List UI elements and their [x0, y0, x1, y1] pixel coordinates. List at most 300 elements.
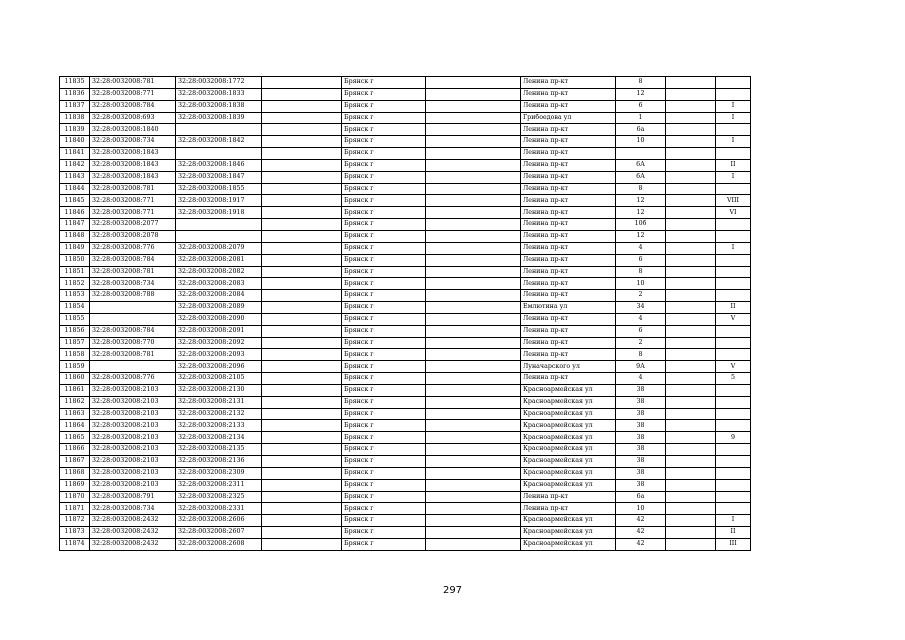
blank-cell: [426, 136, 521, 148]
parent-cadastral-number-cell: 32:28:0032008:2103: [90, 408, 176, 420]
row-number-cell: 11861: [60, 384, 90, 396]
cadastral-number-cell: 32:28:0032008:1855: [176, 183, 262, 195]
house-number-cell: 8: [616, 77, 666, 89]
premises-number-cell: VIII: [716, 195, 751, 207]
row-number-cell: 11835: [60, 77, 90, 89]
parent-cadastral-number-cell: [90, 313, 176, 325]
street-cell: Ленина пр-кт: [521, 278, 616, 290]
parent-cadastral-number-cell: 32:28:0032008:2103: [90, 456, 176, 468]
row-number-cell: 11869: [60, 479, 90, 491]
blank-cell: [262, 230, 342, 242]
cadastral-number-cell: 32:28:0032008:1839: [176, 112, 262, 124]
premises-number-cell: [716, 408, 751, 420]
row-number-cell: 11845: [60, 195, 90, 207]
street-cell: Красноармейская ул: [521, 384, 616, 396]
house-number-cell: 1: [616, 112, 666, 124]
row-number-cell: 11854: [60, 302, 90, 314]
premises-number-cell: III: [716, 538, 751, 550]
house-number-cell: 42: [616, 515, 666, 527]
row-number-cell: 11841: [60, 148, 90, 160]
house-number-cell: 12: [616, 195, 666, 207]
blank-cell: [262, 538, 342, 550]
blank-cell: [262, 467, 342, 479]
house-number-cell: 42: [616, 527, 666, 539]
parent-cadastral-number-cell: 32:28:0032008:781: [90, 77, 176, 89]
parent-cadastral-number-cell: 32:28:0032008:781: [90, 349, 176, 361]
blank-cell: [426, 124, 521, 136]
parent-cadastral-number-cell: 32:28:0032008:784: [90, 325, 176, 337]
blank-cell: [666, 195, 716, 207]
city-cell: Брянск г: [342, 278, 426, 290]
city-cell: Брянск г: [342, 467, 426, 479]
table-row: [60, 278, 751, 290]
blank-cell: [262, 183, 342, 195]
city-cell: Брянск г: [342, 384, 426, 396]
street-cell: Ленина пр-кт: [521, 88, 616, 100]
blank-cell: [262, 420, 342, 432]
city-cell: Брянск г: [342, 159, 426, 171]
blank-cell: [666, 384, 716, 396]
table-row: [60, 77, 751, 89]
blank-cell: [262, 479, 342, 491]
blank-cell: [426, 100, 521, 112]
premises-number-cell: [716, 290, 751, 302]
row-number-cell: 11839: [60, 124, 90, 136]
table-row: [60, 207, 751, 219]
street-cell: Ленина пр-кт: [521, 171, 616, 183]
registry-table-body: [60, 77, 751, 551]
blank-cell: [666, 171, 716, 183]
street-cell: Красноармейская ул: [521, 479, 616, 491]
row-number-cell: 11858: [60, 349, 90, 361]
row-number-cell: 11837: [60, 100, 90, 112]
row-number-cell: 11870: [60, 491, 90, 503]
blank-cell: [426, 408, 521, 420]
city-cell: Брянск г: [342, 408, 426, 420]
house-number-cell: 38: [616, 396, 666, 408]
street-cell: Луначарского ул: [521, 361, 616, 373]
premises-number-cell: VI: [716, 207, 751, 219]
parent-cadastral-number-cell: 32:28:0032008:2432: [90, 527, 176, 539]
premises-number-cell: [716, 278, 751, 290]
blank-cell: [262, 432, 342, 444]
table-row: [60, 136, 751, 148]
parent-cadastral-number-cell: 32:28:0032008:2103: [90, 432, 176, 444]
row-number-cell: 11874: [60, 538, 90, 550]
city-cell: Брянск г: [342, 219, 426, 231]
blank-cell: [426, 171, 521, 183]
table-row: [60, 124, 751, 136]
premises-number-cell: I: [716, 112, 751, 124]
table-row: [60, 302, 751, 314]
house-number-cell: 38: [616, 432, 666, 444]
blank-cell: [426, 290, 521, 302]
blank-cell: [666, 503, 716, 515]
street-cell: Ленина пр-кт: [521, 207, 616, 219]
premises-number-cell: [716, 77, 751, 89]
premises-number-cell: I: [716, 100, 751, 112]
blank-cell: [262, 266, 342, 278]
cadastral-number-cell: 32:28:0032008:2084: [176, 290, 262, 302]
cadastral-number-cell: 32:28:0032008:2131: [176, 396, 262, 408]
city-cell: Брянск г: [342, 432, 426, 444]
table-row: [60, 242, 751, 254]
blank-cell: [666, 242, 716, 254]
blank-cell: [262, 384, 342, 396]
page-number: 297: [442, 585, 463, 596]
blank-cell: [262, 491, 342, 503]
table-row: [60, 408, 751, 420]
table-row: [60, 171, 751, 183]
parent-cadastral-number-cell: 32:28:0032008:776: [90, 373, 176, 385]
premises-number-cell: [716, 349, 751, 361]
blank-cell: [666, 100, 716, 112]
house-number-cell: 4: [616, 242, 666, 254]
city-cell: Брянск г: [342, 515, 426, 527]
cadastral-number-cell: 32:28:0032008:2091: [176, 325, 262, 337]
house-number-cell: 38: [616, 420, 666, 432]
cadastral-number-cell: 32:28:0032008:1846: [176, 159, 262, 171]
blank-cell: [426, 159, 521, 171]
street-cell: Емлютина ул: [521, 302, 616, 314]
parent-cadastral-number-cell: 32:28:0032008:734: [90, 278, 176, 290]
parent-cadastral-number-cell: 32:28:0032008:2103: [90, 467, 176, 479]
row-number-cell: 11848: [60, 230, 90, 242]
house-number-cell: 8: [616, 266, 666, 278]
cadastral-number-cell: 32:28:0032008:2606: [176, 515, 262, 527]
cadastral-number-cell: 32:28:0032008:2130: [176, 384, 262, 396]
table-row: [60, 456, 751, 468]
blank-cell: [426, 266, 521, 278]
street-cell: Ленина пр-кт: [521, 195, 616, 207]
street-cell: Ленина пр-кт: [521, 349, 616, 361]
blank-cell: [262, 290, 342, 302]
blank-cell: [666, 432, 716, 444]
street-cell: Красноармейская ул: [521, 456, 616, 468]
city-cell: Брянск г: [342, 148, 426, 160]
cadastral-number-cell: 32:28:0032008:2608: [176, 538, 262, 550]
table-row: [60, 444, 751, 456]
premises-number-cell: [716, 337, 751, 349]
city-cell: Брянск г: [342, 337, 426, 349]
table-row: [60, 491, 751, 503]
city-cell: Брянск г: [342, 491, 426, 503]
blank-cell: [426, 515, 521, 527]
street-cell: Ленина пр-кт: [521, 100, 616, 112]
city-cell: Брянск г: [342, 88, 426, 100]
premises-number-cell: [716, 479, 751, 491]
blank-cell: [426, 396, 521, 408]
row-number-cell: 11851: [60, 266, 90, 278]
parent-cadastral-number-cell: 32:28:0032008:771: [90, 207, 176, 219]
table-row: [60, 527, 751, 539]
premises-number-cell: [716, 444, 751, 456]
blank-cell: [426, 467, 521, 479]
table-row: [60, 112, 751, 124]
house-number-cell: 12: [616, 207, 666, 219]
city-cell: Брянск г: [342, 124, 426, 136]
cadastral-number-cell: 32:28:0032008:1847: [176, 171, 262, 183]
city-cell: Брянск г: [342, 207, 426, 219]
blank-cell: [426, 148, 521, 160]
blank-cell: [426, 77, 521, 89]
parent-cadastral-number-cell: 32:28:0032008:788: [90, 290, 176, 302]
blank-cell: [426, 302, 521, 314]
blank-cell: [262, 242, 342, 254]
blank-cell: [426, 349, 521, 361]
cadastral-number-cell: 32:28:0032008:2134: [176, 432, 262, 444]
premises-number-cell: I: [716, 171, 751, 183]
blank-cell: [426, 254, 521, 266]
street-cell: Ленина пр-кт: [521, 290, 616, 302]
house-number-cell: 38: [616, 479, 666, 491]
house-number-cell: 12: [616, 88, 666, 100]
cadastral-number-cell: 32:28:0032008:2135: [176, 444, 262, 456]
table-row: [60, 148, 751, 160]
table-row: [60, 183, 751, 195]
house-number-cell: 10: [616, 136, 666, 148]
parent-cadastral-number-cell: 32:28:0032008:781: [90, 183, 176, 195]
blank-cell: [426, 230, 521, 242]
cadastral-number-cell: 32:28:0032008:1838: [176, 100, 262, 112]
street-cell: Ленина пр-кт: [521, 254, 616, 266]
street-cell: Красноармейская ул: [521, 396, 616, 408]
blank-cell: [666, 313, 716, 325]
house-number-cell: 6А: [616, 159, 666, 171]
city-cell: Брянск г: [342, 325, 426, 337]
house-number-cell: 9А: [616, 361, 666, 373]
parent-cadastral-number-cell: 32:28:0032008:1843: [90, 171, 176, 183]
blank-cell: [426, 491, 521, 503]
cadastral-number-cell: [176, 230, 262, 242]
premises-number-cell: 5: [716, 373, 751, 385]
blank-cell: [262, 254, 342, 266]
street-cell: Ленина пр-кт: [521, 242, 616, 254]
house-number-cell: 34: [616, 302, 666, 314]
row-number-cell: 11844: [60, 183, 90, 195]
row-number-cell: 11865: [60, 432, 90, 444]
table-row: [60, 88, 751, 100]
table-row: [60, 230, 751, 242]
city-cell: Брянск г: [342, 183, 426, 195]
premises-number-cell: [716, 254, 751, 266]
street-cell: Ленина пр-кт: [521, 325, 616, 337]
blank-cell: [666, 219, 716, 231]
blank-cell: [666, 444, 716, 456]
blank-cell: [426, 373, 521, 385]
table-row: [60, 420, 751, 432]
table-row: [60, 337, 751, 349]
street-cell: Красноармейская ул: [521, 420, 616, 432]
street-cell: Ленина пр-кт: [521, 373, 616, 385]
premises-number-cell: [716, 124, 751, 136]
house-number-cell: 8: [616, 349, 666, 361]
city-cell: Брянск г: [342, 503, 426, 515]
row-number-cell: 11868: [60, 467, 90, 479]
parent-cadastral-number-cell: [90, 361, 176, 373]
blank-cell: [666, 302, 716, 314]
row-number-cell: 11853: [60, 290, 90, 302]
row-number-cell: 11852: [60, 278, 90, 290]
city-cell: Брянск г: [342, 420, 426, 432]
house-number-cell: 10: [616, 278, 666, 290]
house-number-cell: 8: [616, 183, 666, 195]
parent-cadastral-number-cell: 32:28:0032008:784: [90, 100, 176, 112]
cadastral-number-cell: 32:28:0032008:2096: [176, 361, 262, 373]
blank-cell: [666, 337, 716, 349]
blank-cell: [262, 527, 342, 539]
table-row: [60, 313, 751, 325]
house-number-cell: 38: [616, 467, 666, 479]
street-cell: Ленина пр-кт: [521, 219, 616, 231]
street-cell: Красноармейская ул: [521, 444, 616, 456]
cadastral-number-cell: 32:28:0032008:2607: [176, 527, 262, 539]
row-number-cell: 11838: [60, 112, 90, 124]
city-cell: Брянск г: [342, 361, 426, 373]
table-row: [60, 503, 751, 515]
parent-cadastral-number-cell: 32:28:0032008:1840: [90, 124, 176, 136]
cadastral-number-cell: 32:28:0032008:2132: [176, 408, 262, 420]
blank-cell: [262, 325, 342, 337]
house-number-cell: 12: [616, 230, 666, 242]
street-cell: Ленина пр-кт: [521, 124, 616, 136]
blank-cell: [666, 207, 716, 219]
parent-cadastral-number-cell: 32:28:0032008:2432: [90, 515, 176, 527]
table-row: [60, 254, 751, 266]
blank-cell: [426, 242, 521, 254]
house-number-cell: 6А: [616, 171, 666, 183]
city-cell: Брянск г: [342, 444, 426, 456]
city-cell: Брянск г: [342, 171, 426, 183]
premises-number-cell: [716, 230, 751, 242]
blank-cell: [262, 503, 342, 515]
row-number-cell: 11872: [60, 515, 90, 527]
house-number-cell: 2: [616, 337, 666, 349]
cadastral-number-cell: 32:28:0032008:2092: [176, 337, 262, 349]
blank-cell: [262, 444, 342, 456]
row-number-cell: 11857: [60, 337, 90, 349]
blank-cell: [666, 456, 716, 468]
premises-number-cell: [716, 456, 751, 468]
parent-cadastral-number-cell: 32:28:0032008:781: [90, 266, 176, 278]
house-number-cell: [616, 148, 666, 160]
blank-cell: [426, 538, 521, 550]
premises-number-cell: [716, 396, 751, 408]
blank-cell: [666, 266, 716, 278]
cadastral-number-cell: 32:28:0032008:1772: [176, 77, 262, 89]
premises-number-cell: 9: [716, 432, 751, 444]
house-number-cell: 4: [616, 373, 666, 385]
blank-cell: [262, 207, 342, 219]
blank-cell: [262, 408, 342, 420]
table-row: [60, 195, 751, 207]
cadastral-number-cell: [176, 219, 262, 231]
blank-cell: [262, 373, 342, 385]
street-cell: Ленина пр-кт: [521, 77, 616, 89]
cadastral-number-cell: [176, 148, 262, 160]
parent-cadastral-number-cell: 32:28:0032008:784: [90, 254, 176, 266]
street-cell: Красноармейская ул: [521, 408, 616, 420]
premises-number-cell: II: [716, 527, 751, 539]
cadastral-number-cell: 32:28:0032008:2309: [176, 467, 262, 479]
row-number-cell: 11842: [60, 159, 90, 171]
table-row: [60, 467, 751, 479]
parent-cadastral-number-cell: 32:28:0032008:770: [90, 337, 176, 349]
house-number-cell: 38: [616, 408, 666, 420]
blank-cell: [666, 112, 716, 124]
cadastral-number-cell: 32:28:0032008:2136: [176, 456, 262, 468]
row-number-cell: 11849: [60, 242, 90, 254]
table-row: [60, 349, 751, 361]
cadastral-number-cell: 32:28:0032008:2311: [176, 479, 262, 491]
blank-cell: [666, 124, 716, 136]
cadastral-number-cell: 32:28:0032008:2133: [176, 420, 262, 432]
city-cell: Брянск г: [342, 373, 426, 385]
blank-cell: [426, 432, 521, 444]
blank-cell: [666, 159, 716, 171]
city-cell: Брянск г: [342, 112, 426, 124]
blank-cell: [262, 302, 342, 314]
city-cell: Брянск г: [342, 302, 426, 314]
house-number-cell: 6: [616, 325, 666, 337]
cadastral-number-cell: 32:28:0032008:2089: [176, 302, 262, 314]
table-row: [60, 432, 751, 444]
premises-number-cell: [716, 420, 751, 432]
cadastral-number-cell: 32:28:0032008:2331: [176, 503, 262, 515]
house-number-cell: 42: [616, 538, 666, 550]
row-number-cell: 11855: [60, 313, 90, 325]
parent-cadastral-number-cell: [90, 302, 176, 314]
parent-cadastral-number-cell: 32:28:0032008:791: [90, 491, 176, 503]
parent-cadastral-number-cell: 32:28:0032008:2078: [90, 230, 176, 242]
blank-cell: [262, 171, 342, 183]
row-number-cell: 11867: [60, 456, 90, 468]
cadastral-number-cell: 32:28:0032008:1842: [176, 136, 262, 148]
blank-cell: [426, 384, 521, 396]
cadastral-number-cell: 32:28:0032008:1833: [176, 88, 262, 100]
house-number-cell: 2: [616, 290, 666, 302]
premises-number-cell: [716, 266, 751, 278]
city-cell: Брянск г: [342, 254, 426, 266]
blank-cell: [426, 195, 521, 207]
row-number-cell: 11840: [60, 136, 90, 148]
street-cell: Грибоедова ул: [521, 112, 616, 124]
street-cell: Красноармейская ул: [521, 527, 616, 539]
table-row: [60, 100, 751, 112]
city-cell: Брянск г: [342, 230, 426, 242]
blank-cell: [666, 361, 716, 373]
blank-cell: [262, 148, 342, 160]
parent-cadastral-number-cell: 32:28:0032008:2103: [90, 479, 176, 491]
premises-number-cell: V: [716, 313, 751, 325]
parent-cadastral-number-cell: 32:28:0032008:2103: [90, 384, 176, 396]
house-number-cell: 6а: [616, 491, 666, 503]
premises-number-cell: V: [716, 361, 751, 373]
premises-number-cell: [716, 148, 751, 160]
row-number-cell: 11846: [60, 207, 90, 219]
cadastral-number-cell: 32:28:0032008:2325: [176, 491, 262, 503]
blank-cell: [426, 527, 521, 539]
street-cell: Ленина пр-кт: [521, 230, 616, 242]
row-number-cell: 11863: [60, 408, 90, 420]
parent-cadastral-number-cell: 32:28:0032008:771: [90, 88, 176, 100]
row-number-cell: 11847: [60, 219, 90, 231]
parent-cadastral-number-cell: 32:28:0032008:2077: [90, 219, 176, 231]
street-cell: Ленина пр-кт: [521, 159, 616, 171]
parent-cadastral-number-cell: 32:28:0032008:776: [90, 242, 176, 254]
blank-cell: [666, 515, 716, 527]
table-row: [60, 538, 751, 550]
